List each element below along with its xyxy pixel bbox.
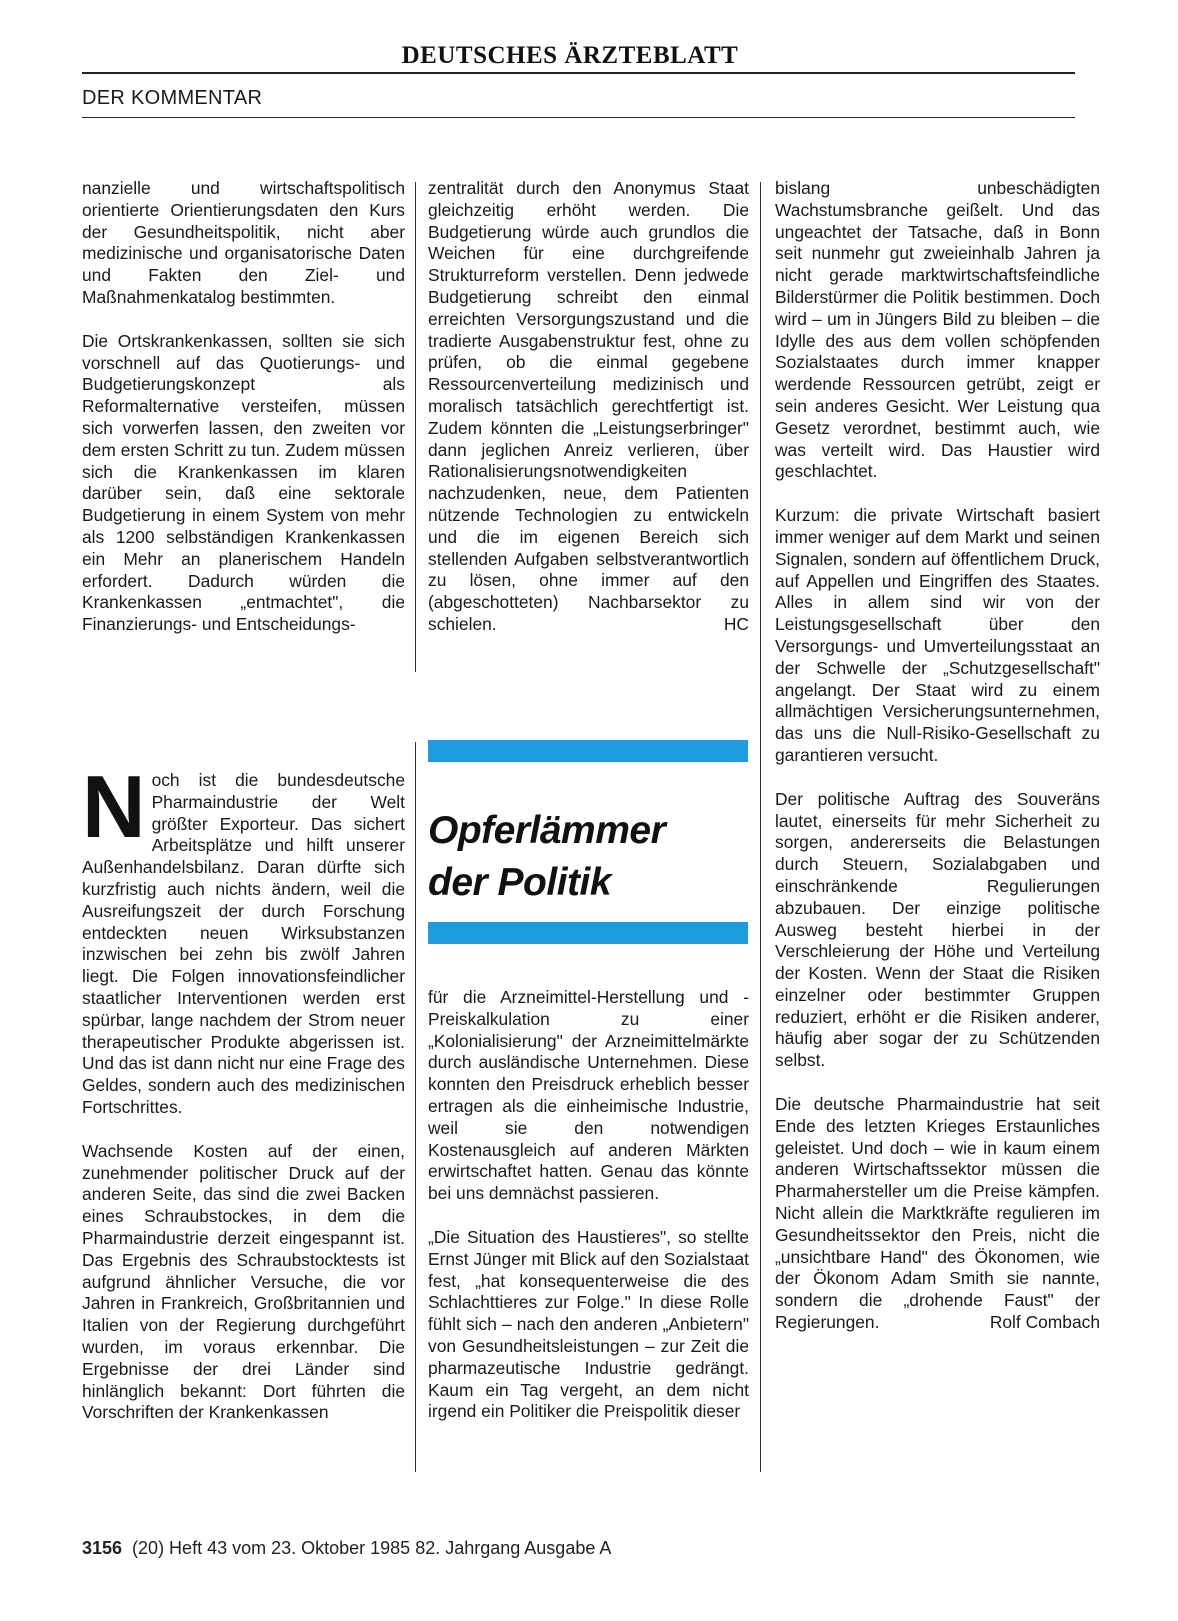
article-paragraph-1: och ist die bundesdeutsche Pharmaindustrie der Welt größter Exporteur. Das sichert Arbeitsplätze und hilft unserer Außenhandelsbilanz. Daran dürfte sich kurzfristig auch nichts ändern, weil die Ausreifungszeit der durch Forschung entdeckten neuen Wirksubstanzen inzwischen bei zehn bis zwölf Jahren liegt. Die Folgen innovationsfeindlicher staatlicher Interventionen werden erst spürbar, lange nachdem der Strom neuer therapeutischer Produkte abgerissen ist. Und das ist dann nicht nur eine Frage des Geldes, sondern auch des medizinischen Fortschrittes. (82, 770, 405, 1117)
article-paragraph-4: „Die Situation des Haustieres", so stellte Ernst Jünger mit Blick auf den Sozialstaat fest, „hat konsequenterweise die des Schlachttieres zur Folge." In diese Rolle fühlt sich – nach den anderen „Anbietern" von Gesundheitsleistungen – zur Zeit die pharmazeutische Industrie gedrängt. Kaum ein Tag vergeht, an dem nicht irgend ein Politiker die Preispolitik dieser (428, 1226, 749, 1422)
page-number: 3156 (82, 1538, 123, 1558)
col2-top-text (428, 178, 749, 636)
col1-top-paragraph-1: nanzielle und wirtschaftspolitisch orientierte Orientierungsdaten den Kurs der Gesundheitspolitik, nicht aber medizinische und organisatorische Daten und Fakten den Ziel- und Maßnahmenkatalog bestimmten. (82, 178, 405, 307)
article-col3 (775, 178, 1100, 1334)
article-col2 (428, 987, 749, 1423)
column-divider (415, 742, 416, 1472)
drop-cap: N (82, 757, 146, 856)
article-paragraph-5: bislang unbeschädigten Wachstumsbranche geißelt. Und das ungeachtet der Tatsache, daß in Bonn seit nunmehr gut zweieinhalb Jahren ja nicht gerade marktwirtschaftsfeindliche Bilderstürmer die Politik bestimmen. Doch wird – um in Jüngers Bild zu bleiben – die Idylle des aus dem vollen schöpfenden Sozialstaates durch immer knapper werdende Ressourcen getrübt, zeigt er sein anderes Gesicht. Wer Leistung qua Gesetz verordnet, bestimmt auch, wie was verteilt wird. Das Haustier wird geschlachtet. (775, 178, 1100, 482)
headline-accent-bar-bottom (428, 922, 748, 944)
author-signature-hc: HC (723, 613, 749, 634)
col1-top-text (82, 178, 405, 636)
article-paragraph-7: Der politische Auftrag des Souveräns lautet, einerseits für mehr Sicherheit zu sorgen, andererseits die Belastungen durch Steuern, Sozialabgaben und einschränkende Regulierungen abzubauen. Der einzige politische Ausweg besteht hierbei in der Verschleierung der Höhe und Verteilung der Kosten. Wenn der Staat die Risiken einzelner oder bestimmter Gruppen reduziert, erhöht er die Risiken anderer, häufig aber sogar der zu Schützenden selbst. (775, 788, 1100, 1071)
section-label: DER KOMMENTAR (82, 87, 263, 109)
column-divider (760, 182, 761, 1472)
article-paragraph-3: für die Arzneimittel-Herstellung und -Preiskalkulation zu einer „Kolonialisierung" der Arzneimittelmärkte durch ausländische Unternehmen. Diese konnten den Preisdruck erheblich besser ertragen als die einheimische Industrie, weil sie den notwendigen Kostenausgleich auf anderen Märkten erwirtschaftet hatten. Genau das könnte bei uns demnächst passieren. (428, 987, 749, 1204)
col2-top-paragraph: zentralität durch den Anonymus Staat gleichzeitig erhöht werden. Die Budgetierung würde auch grundlos die Weichen für eine durchgreifende Strukturreform verstellen. Denn jedwede Budgetierung schreibt den einmal erreichten Versorgungszustand und die tradierte Ausgabenstruktur fest, ohne zu prüfen, ob die einmal gegebene Ressourcenverteilung medizinisch und moralisch tatsächlich gerechtfertigt ist. Zudem könnten die „Leistungserbringer" dann jeglichen Anreiz verlieren, über Rationalisierungsnotwendigkeiten nachzudenken, neue, dem Patienten nützende Technologien zu entwickeln und die im eigenen Bereich sich stellenden Aufgaben selbstverantwortlich zu lösen, ohne immer auf den (abgeschotteten) Nachbarsektor zu schielen. HC (428, 178, 749, 634)
article-paragraph-6: Kurzum: die private Wirtschaft basiert immer weniger auf dem Markt und seinen Signalen, sondern auf öffentlichem Druck, auf Appellen und Eingriffen des Staates. Alles in allem sind wir von der Leistungsgesellschaft über den Versorgungs- und Umverteilungsstaat an der Schwelle der „Schutzgesellschaft" angelangt. Der Staat wird zu einem allmächtigen Versicherungsunternehmen, das uns die Null-Risiko-Gesellschaft zu garantieren versucht. (775, 505, 1100, 765)
issue-info: (20) Heft 43 vom 23. Oktober 1985 82. Jahrgang Ausgabe A (132, 1538, 612, 1558)
headline-accent-bar-top (428, 740, 748, 762)
author-signature: Rolf Combach (989, 1312, 1100, 1333)
section-rule (82, 117, 1075, 118)
masthead: DEUTSCHES ÄRZTEBLATT (401, 42, 739, 69)
article-paragraph-2: Wachsende Kosten auf der einen, zunehmender politischer Druck auf der anderen Seite, das sind die zwei Backen eines Schraubstockes, in dem die Pharmaindustrie derzeit eingespannt ist. Das Ergebnis des Schraubstocktests ist aufgrund ähnlicher Versuche, die vor Jahren in Frankreich, Großbritannien und Italien von der Regierung durchgeführt wurden, im voraus erkennbar. Die Ergebnisse der drei Länder sind hinlänglich bekannt: Dort führten die Vorschriften der Krankenkassen (82, 1140, 405, 1423)
article-paragraph-8: Die deutsche Pharmaindustrie hat seit Ende des letzten Krieges Erstaunliches geleistet. Und doch – wie in kaum einem anderen Wirtschaftssektor müssen die Pharmahersteller um die Preise kämpfen. Nicht allein die Marktkräfte regulieren im Gesundheitssektor den Preis, nicht die „unsichtbare Hand" des Ökonomen, wie der Ökonom Adam Smith sie nannte, sondern die „drohende Faust" der Regierungen. Rolf Combach (775, 1094, 1100, 1333)
col1-top-paragraph-2: Die Ortskrankenkassen, sollten sie sich vorschnell auf das Quotierungs- und Budgetierungskonzept als Reformalternative versteifen, müssen sich vorwerfen lassen, den zweiten vor dem ersten Schritt zu tun. Zudem müssen sich die Krankenkassen im klaren darüber sein, daß eine sektorale Budgetierung in einem System von mehr als 1200 selbständigen Krankenkassen ein Mehr an planerischem Handeln erfordert. Dadurch würden die Krankenkassen „entmachtet", die Finanzierungs- und Entscheidungs- (82, 330, 405, 635)
column-divider (415, 182, 416, 672)
header-rule (82, 72, 1075, 74)
article-col1 (82, 757, 405, 1424)
page-footer (82, 1538, 611, 1559)
article-headline: Opferlämmer der Politik (428, 809, 666, 904)
